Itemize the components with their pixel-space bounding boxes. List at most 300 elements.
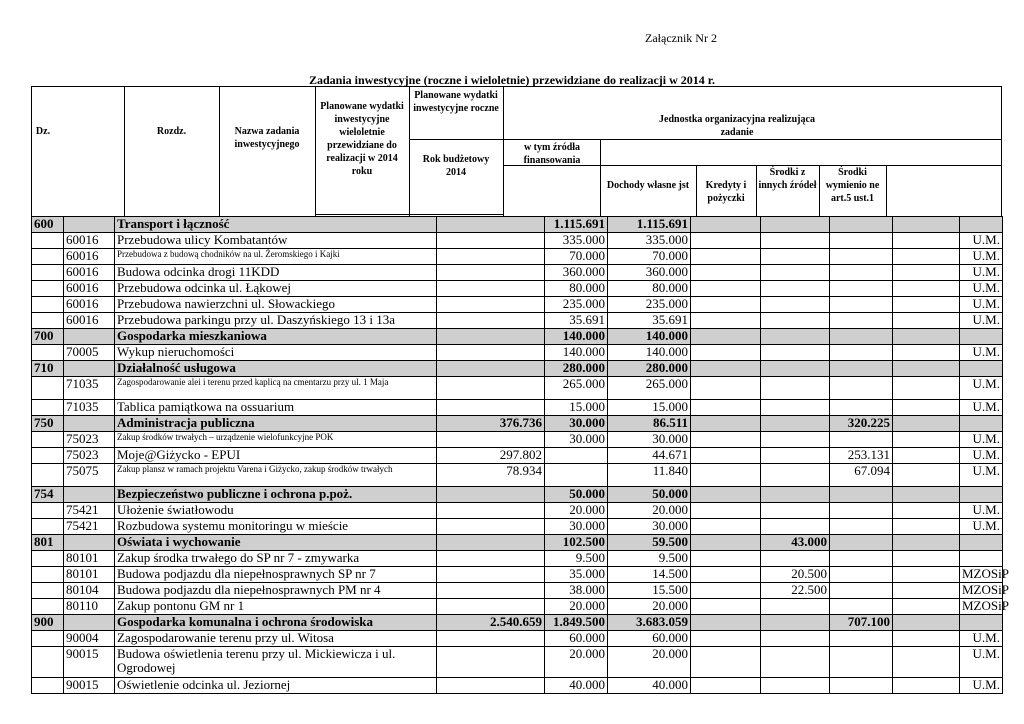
cell-srodki-innych (761, 345, 830, 361)
cell-dz (32, 281, 64, 297)
cell-jednostka: U.M. (960, 519, 1003, 535)
cell-jednostka: U.M. (960, 678, 1003, 694)
cell-rok-budzetowy: 35.691 (545, 313, 608, 329)
cell-srodki-art5 (830, 217, 893, 233)
cell-dz (32, 265, 64, 281)
cell-rozdz: 75023 (64, 448, 115, 464)
cell-srodki-innych (761, 631, 830, 647)
table-row (32, 551, 1003, 567)
cell-dochody: 280.000 (608, 361, 691, 377)
cell-srodki-art5 (830, 361, 893, 377)
cell-rok-budzetowy: 235.000 (545, 297, 608, 313)
cell-rok-budzetowy: 50.000 (545, 487, 608, 503)
cell-srodki-art5 (830, 281, 893, 297)
table-row (32, 583, 1003, 599)
cell-srodki-art5 (830, 647, 893, 678)
cell-dochody: 14.500 (608, 567, 691, 583)
cell-rok-budzetowy: 30.000 (545, 416, 608, 432)
header-nazwa: Nazwa zadania inwestycyjnego (234, 126, 300, 150)
header-jednostka: Jednostka organizacyjna realizująca zadanie (659, 114, 815, 138)
cell-kredyty (691, 249, 761, 265)
cell-dz: 750 (32, 416, 64, 432)
cell-dz (32, 678, 64, 694)
cell-jednostka: U.M. (960, 297, 1003, 313)
cell-rozdz: 80104 (64, 583, 115, 599)
cell-dz: 754 (32, 487, 64, 503)
cell-srodki-innych (761, 265, 830, 281)
cell-dochody: 30.000 (608, 519, 691, 535)
cell-rozdz (64, 217, 115, 233)
cell-srodki-art5 (830, 345, 893, 361)
cell-srodki-innych (761, 297, 830, 313)
section-row (32, 535, 1003, 551)
cell-plan-wieloletnie (437, 487, 545, 503)
section-row (32, 361, 1003, 377)
cell-srodki-art5 (830, 535, 893, 551)
cell-rozdz: 75421 (64, 503, 115, 519)
cell-srodki-art5 (830, 313, 893, 329)
header-w-tym: w tym źródła finansowania (523, 142, 581, 166)
cell-name: Zagospodarowanie alei i terenu przed kaplicą na cmentarzu przy ul. 1 Maja (115, 377, 437, 400)
cell-name: Budowa odcinka drogi 11KDD (115, 265, 437, 281)
table-row (32, 377, 1003, 400)
table-row (32, 400, 1003, 416)
section-row (32, 217, 1003, 233)
cell-jednostka (960, 615, 1003, 631)
cell-srodki-innych: 20.500 (761, 567, 830, 583)
cell-kredyty (691, 416, 761, 432)
cell-srodki-art5 (830, 297, 893, 313)
cell-jednostka: U.M. (960, 503, 1003, 519)
cell-plan-wieloletnie (437, 583, 545, 599)
cell-srodki-art5 (830, 400, 893, 416)
cell-rok-budzetowy: 265.000 (545, 377, 608, 400)
cell-jednostka: U.M. (960, 377, 1003, 400)
cell-dz (32, 432, 64, 448)
cell-srodki-innych (761, 615, 830, 631)
cell-srodki-art5 (830, 631, 893, 647)
document-title: Zadania inwestycyjne (roczne i wieloletnie) przewidziane do realizacji w 2014 r. (308, 73, 716, 87)
cell-dz (32, 519, 64, 535)
cell-blank (893, 678, 960, 694)
cell-rok-budzetowy (545, 464, 608, 487)
cell-plan-wieloletnie (437, 265, 545, 281)
cell-srodki-art5 (830, 599, 893, 615)
cell-dz (32, 599, 64, 615)
cell-jednostka: U.M. (960, 249, 1003, 265)
cell-rok-budzetowy: 280.000 (545, 361, 608, 377)
cell-kredyty (691, 265, 761, 281)
cell-dochody: 15.500 (608, 583, 691, 599)
cell-blank (893, 487, 960, 503)
cell-name: Oświata i wychowanie (115, 535, 437, 551)
cell-name: Ułożenie światłowodu (115, 503, 437, 519)
cell-jednostka: U.M. (960, 313, 1003, 329)
cell-dochody: 335.000 (608, 233, 691, 249)
cell-rok-budzetowy: 20.000 (545, 503, 608, 519)
cell-rok-budzetowy (545, 448, 608, 464)
cell-srodki-art5 (830, 678, 893, 694)
cell-plan-wieloletnie (437, 432, 545, 448)
cell-jednostka: U.M. (960, 233, 1003, 249)
cell-plan-wieloletnie: 376.736 (437, 416, 545, 432)
cell-dochody: 9.500 (608, 551, 691, 567)
cell-rozdz: 90015 (64, 678, 115, 694)
cell-kredyty (691, 217, 761, 233)
cell-jednostka (960, 487, 1003, 503)
cell-dz: 710 (32, 361, 64, 377)
cell-dochody: 140.000 (608, 345, 691, 361)
cell-plan-wieloletnie (437, 567, 545, 583)
cell-dz (32, 448, 64, 464)
cell-name: Przebudowa parkingu przy ul. Daszyńskiego 13 i 13a (115, 313, 437, 329)
cell-blank (893, 647, 960, 678)
cell-srodki-innych (761, 519, 830, 535)
cell-name: Przebudowa odcinka ul. Łąkowej (115, 281, 437, 297)
cell-rok-budzetowy: 335.000 (545, 233, 608, 249)
cell-jednostka: U.M. (960, 281, 1003, 297)
cell-rok-budzetowy: 140.000 (545, 345, 608, 361)
cell-blank (893, 377, 960, 400)
cell-rozdz: 80101 (64, 567, 115, 583)
cell-jednostka: MZOSiP (960, 583, 1003, 599)
cell-plan-wieloletnie (437, 233, 545, 249)
table-row (32, 265, 1003, 281)
cell-srodki-art5 (830, 249, 893, 265)
cell-dz (32, 377, 64, 400)
cell-rok-budzetowy: 15.000 (545, 400, 608, 416)
cell-srodki-innych (761, 377, 830, 400)
cell-dochody: 35.691 (608, 313, 691, 329)
cell-name: Przebudowa z budową chodników na ul. Żeromskiego i Kajki (115, 249, 437, 265)
cell-plan-wieloletnie (437, 329, 545, 345)
cell-dochody: 3.683.059 (608, 615, 691, 631)
cell-srodki-art5 (830, 519, 893, 535)
table-row (32, 647, 1003, 678)
cell-blank (893, 400, 960, 416)
cell-rozdz: 75075 (64, 464, 115, 487)
cell-dz (32, 503, 64, 519)
cell-dochody: 30.000 (608, 432, 691, 448)
cell-dochody: 20.000 (608, 599, 691, 615)
cell-srodki-art5 (830, 583, 893, 599)
cell-plan-wieloletnie (437, 345, 545, 361)
cell-jednostka: MZOSiP (960, 599, 1003, 615)
table-row (32, 464, 1003, 487)
cell-plan-wieloletnie (437, 678, 545, 694)
header-plan-roczne: Planowane wydatki inwestycyjne roczne (413, 90, 499, 114)
cell-blank (893, 503, 960, 519)
cell-dochody: 235.000 (608, 297, 691, 313)
cell-name: Budowa oświetlenia terenu przy ul. Mickiewicza i ul. Ogrodowej (115, 647, 437, 678)
cell-srodki-art5 (830, 377, 893, 400)
cell-name: Tablica pamiątkowa na ossuarium (115, 400, 437, 416)
cell-dochody: 265.000 (608, 377, 691, 400)
table-row (32, 519, 1003, 535)
cell-rozdz: 90004 (64, 631, 115, 647)
cell-rok-budzetowy: 1.849.500 (545, 615, 608, 631)
cell-rok-budzetowy: 30.000 (545, 519, 608, 535)
cell-srodki-innych (761, 487, 830, 503)
cell-rozdz: 60016 (64, 313, 115, 329)
cell-jednostka: U.M. (960, 345, 1003, 361)
cell-jednostka (960, 416, 1003, 432)
cell-dochody: 86.511 (608, 416, 691, 432)
cell-dz (32, 233, 64, 249)
table-row (32, 567, 1003, 583)
cell-jednostka: U.M. (960, 265, 1003, 281)
cell-jednostka (960, 551, 1003, 567)
cell-dochody: 70.000 (608, 249, 691, 265)
cell-plan-wieloletnie (437, 519, 545, 535)
cell-plan-wieloletnie (437, 361, 545, 377)
cell-rozdz: 80101 (64, 551, 115, 567)
cell-srodki-innych (761, 281, 830, 297)
section-row (32, 615, 1003, 631)
header-dz: Dz. (35, 126, 51, 137)
cell-rozdz (64, 416, 115, 432)
cell-name: Moje@Giżycko - EPUI (115, 448, 437, 464)
cell-name: Zakup pontonu GM nr 1 (115, 599, 437, 615)
cell-name: Transport i łączność (115, 217, 437, 233)
cell-srodki-innych (761, 551, 830, 567)
header-plan-wieloletnie: Planowane wydatki inwestycyjne wieloletnie przewidziane do realizacji w 2014 roku (320, 101, 404, 177)
cell-srodki-innych (761, 233, 830, 249)
cell-blank (893, 448, 960, 464)
table-row (32, 297, 1003, 313)
table-row (32, 678, 1003, 694)
cell-dochody: 15.000 (608, 400, 691, 416)
cell-blank (893, 551, 960, 567)
cell-rozdz (64, 487, 115, 503)
cell-blank (893, 615, 960, 631)
cell-dz (32, 631, 64, 647)
cell-dochody: 20.000 (608, 647, 691, 678)
cell-kredyty (691, 297, 761, 313)
header-rok-budzetowy: Rok budżetowy 2014 (422, 154, 490, 178)
cell-blank (893, 345, 960, 361)
cell-name: Oświetlenie odcinka ul. Jeziornej (115, 678, 437, 694)
cell-srodki-innych (761, 678, 830, 694)
table-row (32, 448, 1003, 464)
cell-kredyty (691, 361, 761, 377)
cell-rok-budzetowy: 38.000 (545, 583, 608, 599)
cell-srodki-art5 (830, 329, 893, 345)
cell-kredyty (691, 448, 761, 464)
cell-blank (893, 631, 960, 647)
cell-srodki-art5: 707.100 (830, 615, 893, 631)
cell-rozdz: 75023 (64, 432, 115, 448)
cell-blank (893, 519, 960, 535)
cell-name: Zakup środków trwałych – urządzenie wielofunkcyjne POK (115, 432, 437, 448)
cell-srodki-art5 (830, 551, 893, 567)
cell-rok-budzetowy: 102.500 (545, 535, 608, 551)
cell-kredyty (691, 432, 761, 448)
cell-dz (32, 567, 64, 583)
cell-plan-wieloletnie (437, 297, 545, 313)
cell-dochody: 80.000 (608, 281, 691, 297)
cell-blank (893, 249, 960, 265)
cell-dochody: 20.000 (608, 503, 691, 519)
cell-dz (32, 345, 64, 361)
header-dochody: Dochody własne jst (606, 180, 690, 191)
cell-name: Gospodarka mieszkaniowa (115, 329, 437, 345)
cell-plan-wieloletnie (437, 281, 545, 297)
cell-rozdz: 75421 (64, 519, 115, 535)
cell-dz (32, 297, 64, 313)
cell-jednostka (960, 329, 1003, 345)
cell-rok-budzetowy: 80.000 (545, 281, 608, 297)
cell-srodki-innych: 22.500 (761, 583, 830, 599)
cell-jednostka: U.M. (960, 400, 1003, 416)
cell-name: Przebudowa ulicy Kombatantów (115, 233, 437, 249)
cell-plan-wieloletnie (437, 551, 545, 567)
cell-rozdz (64, 535, 115, 551)
cell-blank (893, 535, 960, 551)
cell-jednostka: MZOSiP (960, 567, 1003, 583)
cell-rozdz: 60016 (64, 265, 115, 281)
cell-srodki-innych (761, 416, 830, 432)
cell-rozdz (64, 329, 115, 345)
cell-blank (893, 281, 960, 297)
cell-plan-wieloletnie: 78.934 (437, 464, 545, 487)
cell-dz: 700 (32, 329, 64, 345)
cell-kredyty (691, 678, 761, 694)
cell-blank (893, 265, 960, 281)
cell-plan-wieloletnie (437, 400, 545, 416)
cell-srodki-art5: 67.094 (830, 464, 893, 487)
cell-rok-budzetowy: 9.500 (545, 551, 608, 567)
cell-srodki-art5 (830, 233, 893, 249)
table-row (32, 599, 1003, 615)
cell-dochody: 40.000 (608, 678, 691, 694)
cell-srodki-innych (761, 361, 830, 377)
header-rozdz: Rozdz. (156, 126, 187, 137)
cell-blank (893, 567, 960, 583)
cell-kredyty (691, 535, 761, 551)
cell-dz (32, 647, 64, 678)
cell-name: Działalność usługowa (115, 361, 437, 377)
cell-dz: 900 (32, 615, 64, 631)
cell-dz (32, 583, 64, 599)
cell-rozdz (64, 615, 115, 631)
cell-plan-wieloletnie (437, 249, 545, 265)
cell-blank (893, 583, 960, 599)
cell-rozdz: 90015 (64, 647, 115, 678)
cell-kredyty (691, 567, 761, 583)
cell-kredyty (691, 329, 761, 345)
cell-rok-budzetowy: 30.000 (545, 432, 608, 448)
attachment-label: Załącznik Nr 2 (645, 31, 717, 45)
table-row (32, 432, 1003, 448)
cell-plan-wieloletnie (437, 599, 545, 615)
cell-name: Wykup nieruchomości (115, 345, 437, 361)
cell-name: Zagospodarowanie terenu przy ul. Witosa (115, 631, 437, 647)
section-row (32, 487, 1003, 503)
cell-blank (893, 233, 960, 249)
cell-srodki-innych (761, 400, 830, 416)
cell-jednostka (960, 361, 1003, 377)
cell-dochody: 44.671 (608, 448, 691, 464)
cell-name: Rozbudowa systemu monitoringu w mieście (115, 519, 437, 535)
section-row (32, 416, 1003, 432)
cell-dochody: 11.840 (608, 464, 691, 487)
cell-rok-budzetowy: 60.000 (545, 631, 608, 647)
cell-rozdz: 60016 (64, 297, 115, 313)
cell-kredyty (691, 281, 761, 297)
investment-table (31, 216, 1009, 694)
table-row (32, 503, 1003, 519)
cell-rok-budzetowy: 1.115.691 (545, 217, 608, 233)
cell-name: Budowa podjazdu dla niepełnosprawnych PM nr 4 (115, 583, 437, 599)
cell-jednostka: U.M. (960, 464, 1003, 487)
cell-kredyty (691, 551, 761, 567)
cell-kredyty (691, 519, 761, 535)
cell-rok-budzetowy: 35.000 (545, 567, 608, 583)
cell-srodki-innych (761, 313, 830, 329)
table-header (31, 86, 1002, 217)
cell-blank (893, 297, 960, 313)
cell-rozdz: 70005 (64, 345, 115, 361)
table-row (32, 281, 1003, 297)
cell-blank (893, 432, 960, 448)
cell-srodki-art5 (830, 503, 893, 519)
cell-blank (893, 361, 960, 377)
cell-jednostka (960, 217, 1003, 233)
cell-rok-budzetowy: 360.000 (545, 265, 608, 281)
cell-plan-wieloletnie (437, 647, 545, 678)
cell-name: Przebudowa nawierzchni ul. Słowackiego (115, 297, 437, 313)
header-srodki-innych: Środki z innych źródeł (758, 167, 817, 191)
cell-kredyty (691, 400, 761, 416)
cell-plan-wieloletnie: 297.802 (437, 448, 545, 464)
cell-blank (893, 313, 960, 329)
cell-name: Zakup plansz w ramach projektu Varena i Giżycko, zakup środków trwałych (115, 464, 437, 487)
cell-rozdz: 60016 (64, 281, 115, 297)
cell-rok-budzetowy: 140.000 (545, 329, 608, 345)
cell-kredyty (691, 583, 761, 599)
cell-dochody: 140.000 (608, 329, 691, 345)
cell-dz (32, 313, 64, 329)
table-row (32, 313, 1003, 329)
cell-dz (32, 464, 64, 487)
cell-rozdz: 60016 (64, 233, 115, 249)
cell-blank (893, 329, 960, 345)
cell-blank (893, 416, 960, 432)
cell-dz (32, 551, 64, 567)
cell-srodki-innych (761, 448, 830, 464)
cell-blank (893, 599, 960, 615)
cell-kredyty (691, 503, 761, 519)
cell-srodki-innych (761, 599, 830, 615)
cell-rozdz: 71035 (64, 377, 115, 400)
cell-name: Budowa podjazdu dla niepełnosprawnych SP nr 7 (115, 567, 437, 583)
header-kredyty: Kredyty i pożyczki (705, 180, 747, 204)
cell-rozdz: 80110 (64, 599, 115, 615)
cell-kredyty (691, 631, 761, 647)
cell-kredyty (691, 599, 761, 615)
cell-rok-budzetowy: 40.000 (545, 678, 608, 694)
cell-kredyty (691, 647, 761, 678)
cell-plan-wieloletnie (437, 217, 545, 233)
cell-dochody: 360.000 (608, 265, 691, 281)
table-row (32, 249, 1003, 265)
cell-plan-wieloletnie (437, 313, 545, 329)
cell-name: Administracja publiczna (115, 416, 437, 432)
cell-name: Zakup środka trwałego do SP nr 7 - zmywarka (115, 551, 437, 567)
cell-plan-wieloletnie (437, 377, 545, 400)
cell-srodki-art5 (830, 265, 893, 281)
